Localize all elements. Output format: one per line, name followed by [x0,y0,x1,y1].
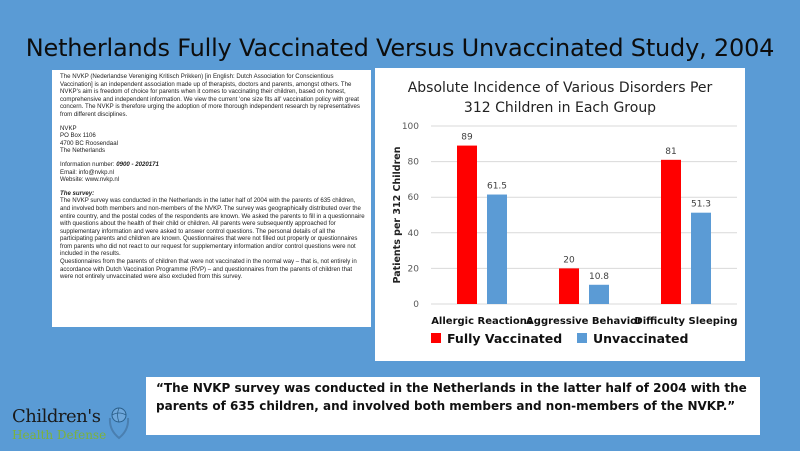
bar-unvaccinated [691,213,711,304]
chart-title-line-2: 312 Children in Each Group [463,100,657,116]
doc-info-label: Information number: [60,160,117,168]
data-label: 89 [461,132,473,143]
data-label: 10.8 [588,271,610,282]
bar-unvaccinated [589,285,609,304]
doc-contact [60,161,365,184]
doc-survey-heading: The survey: [60,189,95,197]
data-label: 51.3 [690,199,712,210]
doc-email: Email: info@nvkp.nl [60,168,114,176]
doc-address-line: PO Box 1106 [60,132,96,140]
quote-box: “The NVKP survey was conducted in the Netherlands in the latter half of 2004 with the parents of 635 children, and involved both members and non-members of the NVKP.” [146,377,760,435]
x-tick-label: Difficulty Sleeping [634,316,738,327]
y-tick-label: 80 [407,157,419,168]
y-tick-label: 60 [407,193,419,204]
bar-fully-vaccinated [661,160,681,304]
y-axis-label: Patients per 312 Children [392,146,403,284]
doc-address-line: The Netherlands [60,147,106,155]
bar-fully-vaccinated [457,146,477,304]
legend-swatch [431,333,441,343]
doc-info-number: 0900 - 2020171 [116,160,159,168]
document-excerpt [52,70,371,327]
bar-unvaccinated [487,195,507,304]
y-tick-label: 100 [401,122,419,132]
logo-text-line-1: Children's [12,406,101,427]
data-label: 20 [563,255,575,266]
doc-survey-text: The NVKP survey was conducted in the Netherlands in the latter half of 2004 with the parents of 635 children, and involved both members and non-members of the NVKP. The survey was geographically distributed over the entire country, and the postal codes of the respondents are known. We asked the parents to fill in a questionnaire with questions about the health of their child or children. All parents were subsequently approached for supplementary information and were asked to answer control questions. The personal details of all the participating parents and children are known. Questionnaires that were not filled out properly or questionnaires from parents who did not react to our request for supplementary information and/or control questions were not included in the results. [60,197,365,258]
legend-label: Unvaccinated [593,331,689,346]
bar-chart [375,68,745,361]
chart-title-line-1: Absolute Incidence of Various Disorders Per [407,80,713,96]
y-tick-label: 20 [407,264,419,275]
y-tick-label: 40 [407,228,419,239]
doc-website: Website: www.nvkp.nl [60,176,120,184]
legend-swatch [577,333,587,343]
logo-text-line-2: Health Defense [12,428,107,442]
y-tick-label: 0 [413,300,419,310]
doc-intro: The NVKP (Nederlandse Vereniging Kritisch Prikken) [in English: Dutch Association for Conscientious Vaccination] is an independent association made up of therapists, doctors and parents, amongst others. The NVKP's aim is freedom of choice for parents when it comes to vaccinating their children, based on honest, comprehensive and independent information. We view the current 'one size fits all' vaccination policy with great concern. The NVKP is therefore urging the adoption of more thorough independent research by representatives from different disciplines. [60,73,360,118]
legend-label: Fully Vaccinated [447,331,563,346]
childrens-health-defense-logo [8,402,128,450]
x-tick-label: Allergic Reactions [431,316,533,327]
doc-survey-text-2: Questionnaires from the parents of children that were not vaccinated in the normal way – that is, not entirely in accordance with Dutch Vaccination Programme (RVP) – and questionnaires from the parents of children that were not entirely unvaccinated were also excluded from this survey. [60,258,357,281]
data-label: 61.5 [486,181,508,192]
doc-address-line: 4700 BC Roosendaal [60,139,118,147]
data-label: 81 [665,146,677,157]
bar-fully-vaccinated [559,268,579,304]
hands-globe-icon [108,404,130,444]
chart-panel [375,68,745,361]
slide-title: Netherlands Fully Vaccinated Versus Unvaccinated Study, 2004 [25,34,775,62]
x-tick-label: Aggressive Behavior [526,316,642,327]
doc-address [60,125,365,155]
doc-address-line: NVKP [60,124,77,132]
